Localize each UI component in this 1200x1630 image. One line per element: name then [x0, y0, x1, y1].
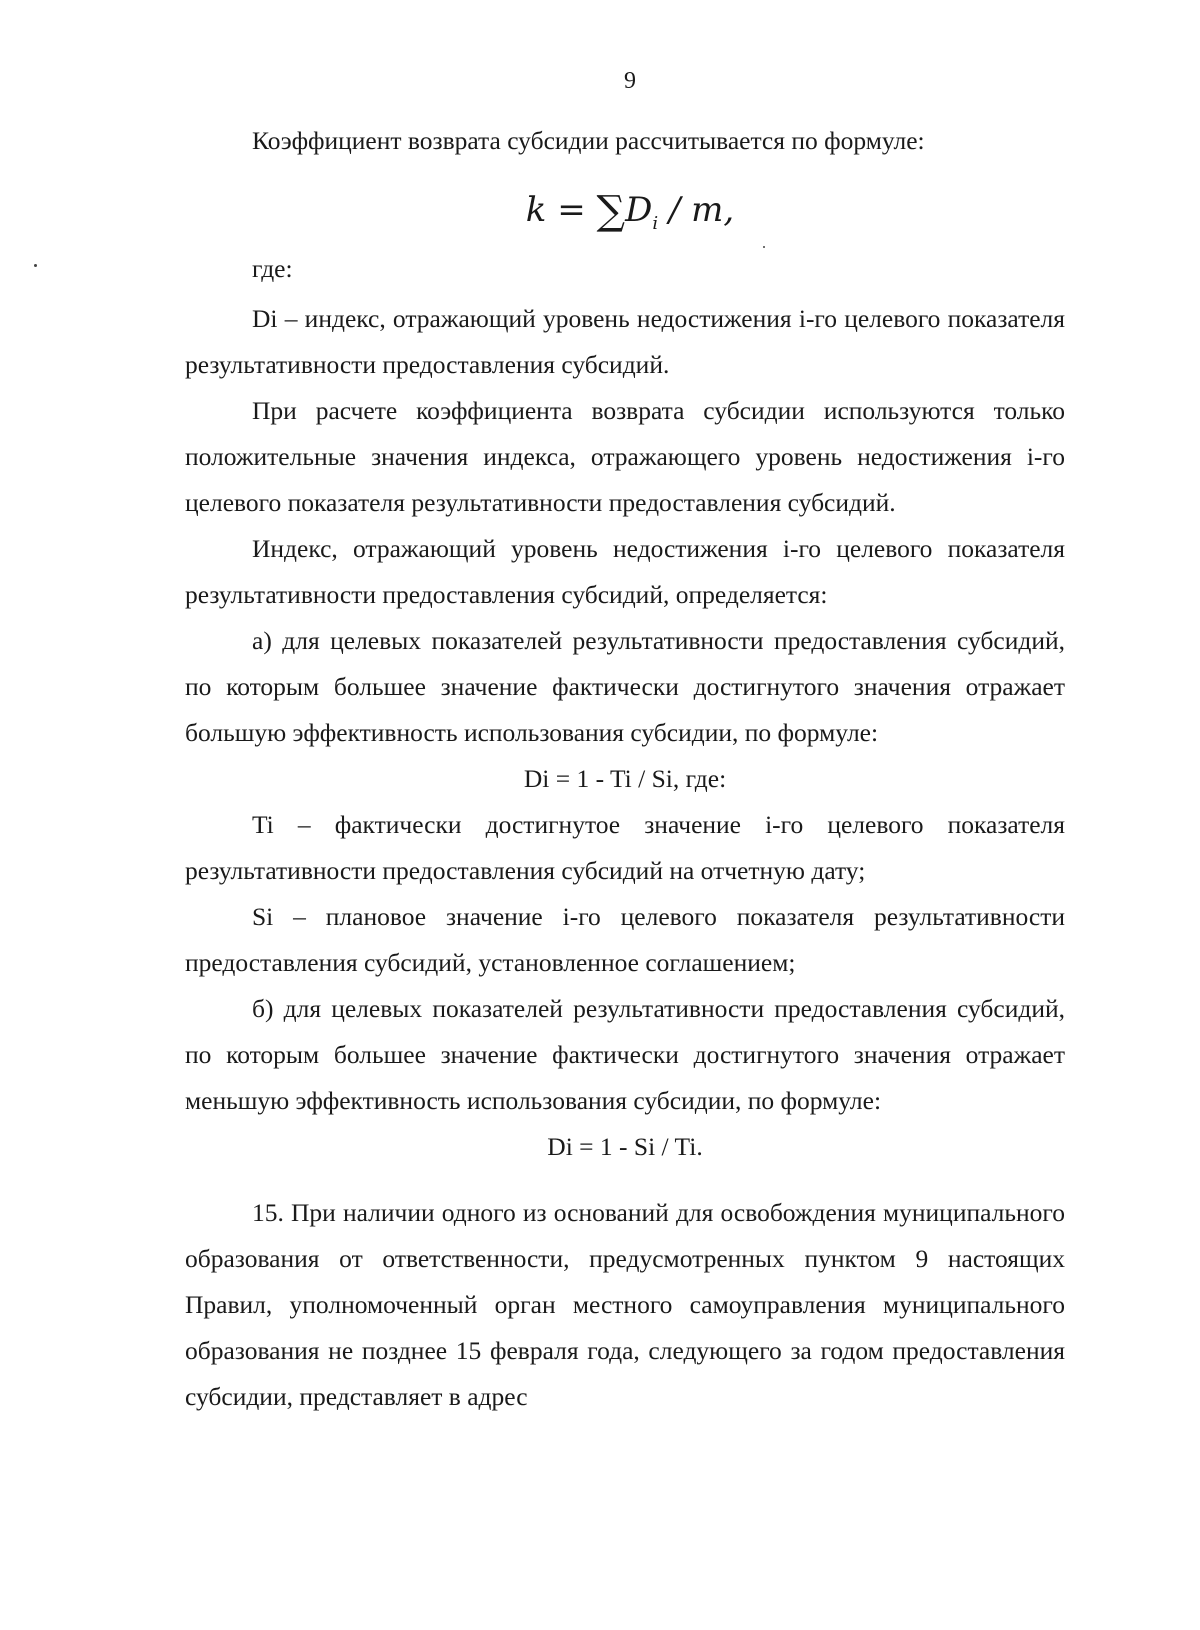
- paragraph-di-definition: Di – индекс, отражающий уровень недостижения i-го целевого показателя результативности предоставления субсидий.: [185, 304, 1065, 379]
- formula-case-a: Di = 1 - Ti / Si, где:: [523, 764, 727, 793]
- sum-symbol: ∑: [596, 188, 626, 234]
- paragraph-calculation-note: При расчете коэффициента возврата субсидии используются только положительные значения индекса, отражающего уровень недостижения i-го целевого показателя результативности предоставления субсидий.: [185, 396, 1065, 517]
- page-number: 9: [624, 68, 636, 94]
- scan-speck: [763, 246, 765, 248]
- paragraph-ti-definition: Ti – фактически достигнутое значение i-го целевого показателя результативности предоставления субсидий на отчетную дату;: [185, 810, 1065, 885]
- paragraph-index-definition: Индекс, отражающий уровень недостижения i-го целевого показателя результативности предоставления субсидий, определяется:: [185, 534, 1065, 609]
- formula-subscript-i: i: [652, 213, 659, 234]
- main-text: [185, 246, 1065, 1420]
- intro-block: [185, 118, 1065, 164]
- scan-speck: [34, 264, 37, 267]
- where-label: где:: [252, 254, 293, 283]
- paragraph-case-a: а) для целевых показателей результативности предоставления субсидий, по которым большее значение фактически достигнутого значения отражает большую эффективность использования субсидии, по формуле:: [185, 626, 1065, 747]
- return-coefficient-formula: [0, 188, 1200, 234]
- intro-paragraph: Коэффициент возврата субсидии рассчитывается по формуле:: [252, 126, 925, 155]
- paragraph-si-definition: Si – плановое значение i-го целевого показателя результативности предоставления субсидий, установленное соглашением;: [185, 902, 1065, 977]
- formula-equals: =: [546, 190, 597, 230]
- paragraph-15: 15. При наличии одного из оснований для освобождения муниципального образования от ответственности, предусмотренных пунктом 9 настоящих Правил, уполномоченный орган местного самоуправления муниципального образования не позднее 15 февраля года, следующего за годом предоставления субсидии, представляет в адрес: [185, 1198, 1065, 1411]
- formula-d: D: [625, 190, 653, 230]
- formula-case-b: Di = 1 - Si / Ti.: [547, 1132, 703, 1161]
- formula-rest: / m,: [658, 190, 735, 230]
- paragraph-case-b: б) для целевых показателей результативности предоставления субсидий, по которым большее значение фактически достигнутого значения отражает меньшую эффективность использования субсидии, по формуле:: [185, 994, 1065, 1115]
- formula-k: k: [525, 190, 547, 230]
